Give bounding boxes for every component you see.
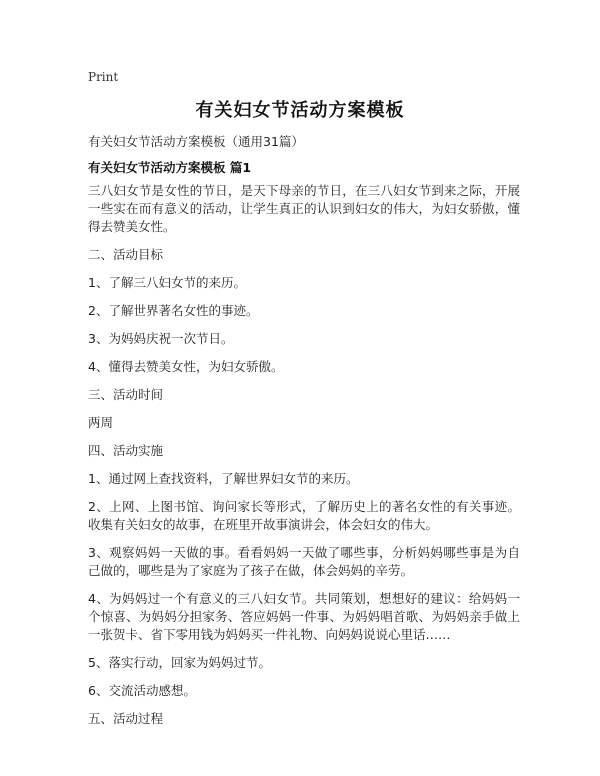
list-item: 4、懂得去赞美女性，为妇女骄傲。 <box>88 359 284 374</box>
page-title: 有关妇女节活动方案模板 <box>195 100 405 121</box>
heading-activity-goals: 二、活动目标 <box>88 247 164 262</box>
list-item: 2、了解世界著名女性的事迹。 <box>88 303 259 318</box>
print-label[interactable]: Print <box>88 70 119 84</box>
list-item: 3、观察妈妈一天做的事。看看妈妈一天做了哪些事，分析妈妈哪些事是为自己做的，哪些是为了家庭为了孩子在做，体会妈妈的辛劳。 <box>88 545 520 578</box>
list-item: 1、了解三八妇女节的来历。 <box>88 275 246 290</box>
list-item: 4、为妈妈过一个有意义的三八妇女节。共同策划，想想好的建议：给妈妈一个惊喜、为妈妈分担家务、答应妈妈一件事、为妈妈唱首歌、为妈妈亲手做上一张贺卡、省下零用钱为妈妈买一件礼物、向妈妈说说心里话…… <box>88 591 520 642</box>
document-body <box>88 182 520 738</box>
paragraph-intro: 三八妇女节是女性的节日，是天下母亲的节日，在三八妇女节到来之际，开展一些实在而有意义的活动，让学生真正的认识到妇女的伟大，为妇女骄傲，懂得去赞美女性。 <box>88 183 520 234</box>
heading-activity-process: 五、活动过程 <box>88 711 164 726</box>
list-item: 1、通过网上查找资料，了解世界妇女节的来历。 <box>88 471 359 486</box>
list-item: 5、落实行动，回家为妈妈过节。 <box>88 655 271 670</box>
paragraph-duration: 两周 <box>88 415 114 430</box>
document-subtitle: 有关妇女节活动方案模板（通用31篇） <box>88 134 304 149</box>
list-item: 2、上网、上图书馆、询问家长等形式，了解历史上的著名女性的有关事迹。收集有关妇女的故事，在班里开故事演讲会，体会妇女的伟大。 <box>88 499 520 532</box>
section-heading: 有关妇女节活动方案模板 篇1 <box>88 160 252 175</box>
heading-activity-time: 三、活动时间 <box>88 387 164 402</box>
list-item: 6、交流活动感想。 <box>88 683 196 698</box>
heading-activity-implementation: 四、活动实施 <box>88 443 164 458</box>
list-item: 3、为妈妈庆祝一次节日。 <box>88 331 234 346</box>
